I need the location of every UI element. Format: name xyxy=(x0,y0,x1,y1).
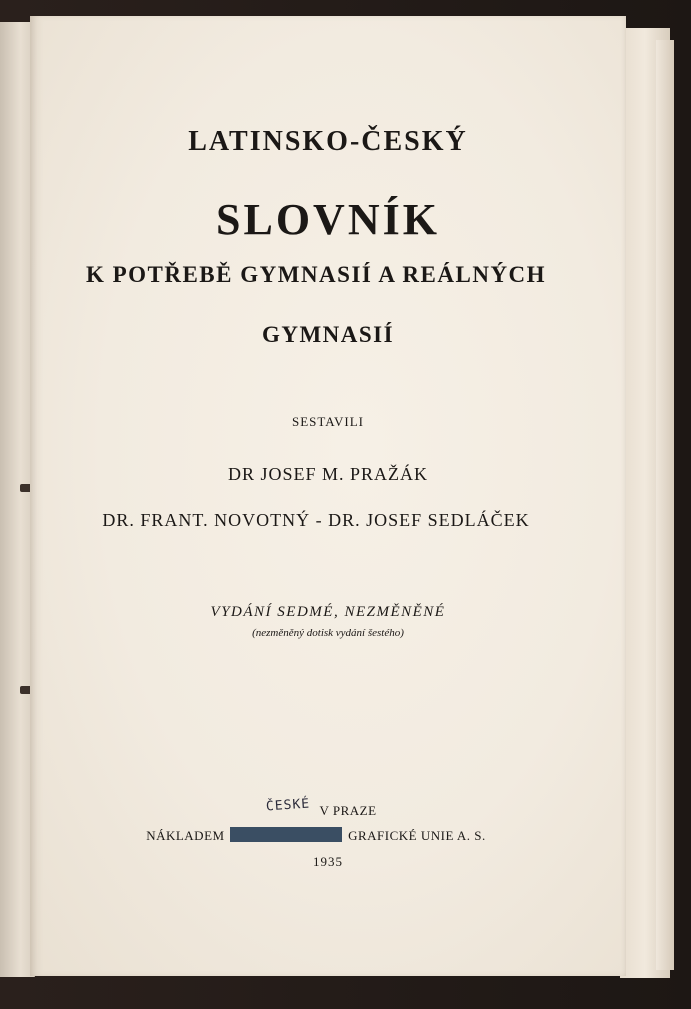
compiled-by-label: SESTAVILI xyxy=(291,414,364,429)
title-line-1: LATINSKO-ČESKÝ xyxy=(188,126,468,157)
publisher-line xyxy=(18,827,614,844)
title-page xyxy=(30,16,626,976)
book-cover-edge-right xyxy=(656,40,674,970)
publisher-prefix: NÁKLADEM xyxy=(146,828,225,843)
publisher-suffix: GRAFICKÉ UNIE A. S. xyxy=(348,828,486,843)
publication-place: V PRAZE xyxy=(319,803,377,818)
publication-year: 1935 xyxy=(313,854,343,869)
author-line-2: DR. FRANT. NOVOTNÝ - DR. JOSEF SEDLÁČEK xyxy=(102,510,530,530)
subtitle-line-2: GYMNASIÍ xyxy=(261,322,395,347)
handwritten-correction: ČESKÉ xyxy=(265,796,311,815)
edition-note: (nezměněný dotisk vydání šestého) xyxy=(252,627,404,639)
title-line-2: SLOVNÍK xyxy=(216,195,440,244)
edition-statement: VYDÁNÍ SEDMÉ, NEZMĚNĚNÉ xyxy=(210,604,446,620)
author-line-1: DR JOSEF M. PRAŽÁK xyxy=(227,464,429,484)
subtitle-line-1: K POTŘEBĚ GYMNASIÍ A REÁLNÝCH xyxy=(85,262,547,287)
redacted-text-block xyxy=(230,827,342,842)
